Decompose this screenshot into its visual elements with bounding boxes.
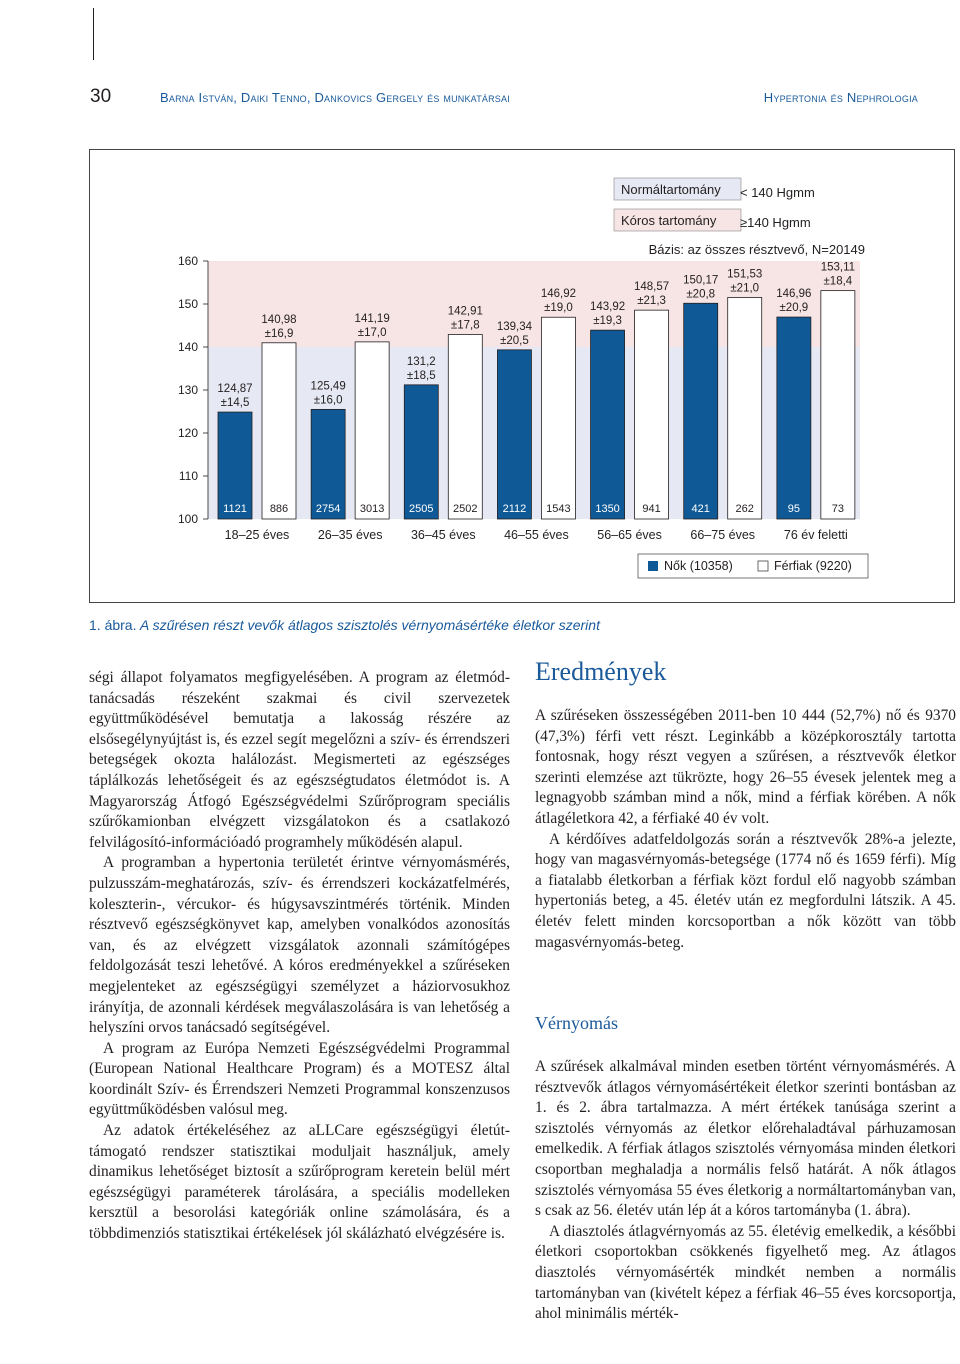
y-tick-label: 120: [177, 426, 198, 440]
sd-men-label: ±21,0: [730, 282, 760, 295]
sd-women-label: ±18,5: [406, 369, 436, 382]
x-category-label: 76 év feletti: [783, 528, 848, 542]
bp-heading: Vérnyomás: [535, 1013, 618, 1033]
bar-women: [591, 330, 625, 519]
value-women-label: 143,92: [589, 301, 626, 314]
y-tick-label: 130: [177, 383, 198, 397]
value-men-label: 153,11: [820, 261, 856, 274]
sd-men-label: ±17,0: [357, 326, 387, 339]
count-women-label: 1350: [595, 503, 620, 515]
sd-men-label: ±16,9: [264, 327, 294, 340]
paragraph: A program az Európa Nemzeti Egészségvédelmi Programmal (European National Healthcare Program) és a MOTESZ által koordinált Szív- és Érrendszeri Nemzeti Programmal konszenzusos együttműködésben valósul meg.: [89, 1039, 510, 1119]
figure-caption: [89, 617, 600, 633]
legend-women-label: Nők (10358): [664, 559, 733, 573]
count-men-label: 262: [735, 503, 754, 515]
page-header: [90, 86, 918, 112]
sd-women-label: ±16,0: [313, 394, 343, 407]
paragraph: A szűrések alkalmával minden esetben történt vérnyomásmérés. A résztvevők átlagos vérnyomásértékeit életkor szerinti bontásban az 1. és 2. ábra tartalmazza. A mért értékek tanúsága szerint a szisztolés vérnyomás az életkor előrehaladtával párhuzamosan emelkedik. A férfiak átlagos szisztolés vérnyomása minden életkori csoportban meghaladja a normális felső határát. A nők átlagos szisztolés vérnyomása 55 éves életkorig a normáltartományban van, s csak az 56. életév után lép át a kóros tartományba (1. ábra).: [535, 1058, 956, 1220]
value-women-label: 139,34: [496, 320, 533, 333]
x-category-label: 18–25 éves: [224, 528, 290, 542]
left-column: [89, 668, 510, 1245]
legend-normal-value: < 140 Hgmm: [740, 185, 815, 200]
sd-women-label: ±20,9: [779, 302, 809, 315]
bar-men: [635, 310, 669, 519]
results-heading: Eredmények: [535, 657, 667, 686]
x-category-label: 26–35 éves: [317, 528, 383, 542]
bar-women: [497, 350, 531, 519]
running-authors: Barna István, Daiki Tenno, Dankovics Gergely és munkatársai: [160, 90, 510, 105]
sd-men-label: ±18,4: [823, 275, 853, 288]
y-tick-label: 160: [177, 254, 198, 268]
sd-women-label: ±20,8: [686, 288, 716, 301]
bar-men: [448, 334, 482, 519]
value-men-label: 146,92: [540, 288, 577, 301]
paragraph: Az adatok értékeléséhez az aLLCare egészségügyi életút-támogató rendszer statisztikai moduljait használjuk, amely dinamikus lehetőséget biztosít a szűrőprogram keretein belül mért egészségügyi paraméterek tárolására, a speciális modelleken kersztül a besorolási kategóriák online számolására, és a többdimenziós statisztikai értékelések jól skálázható elvégzésére is.: [89, 1122, 510, 1243]
figure-caption-label: 1. ábra.: [89, 617, 137, 633]
margin-rule: [93, 8, 94, 60]
y-tick-label: 100: [177, 512, 198, 526]
legend-women-swatch: [648, 561, 658, 571]
normal-range-band: [208, 347, 860, 519]
figure-caption-text: A szűrésen részt vevők átlagos szisztolés vérnyomásértéke életkor szerint: [139, 617, 600, 633]
y-tick-label: 150: [177, 297, 198, 311]
count-women-label: 2505: [409, 503, 434, 515]
legend-abnormal-label: Kóros tartomány: [621, 213, 717, 228]
value-men-label: 151,53: [727, 268, 763, 281]
figure-1: [89, 149, 955, 603]
count-women-label: 2754: [315, 503, 341, 515]
bar-women: [684, 303, 718, 519]
paragraph: A diasztolés átlagvérnyomás az 55. életévig emelkedik, a későbbi életkori csoportokban csökkenés figyelhető meg. Az átlagos diasztolés vérnyomásérték mindkét nemben a normális tartományban van (kivételt képez a férfiak 46–55 éves korcsoportja, ahol minimális mérték-: [535, 1222, 956, 1323]
count-women-label: 421: [691, 503, 710, 515]
x-category-label: 36–45 éves: [410, 528, 476, 542]
y-tick-label: 140: [177, 340, 198, 354]
sd-men-label: ±21,3: [637, 295, 666, 308]
count-men-label: 886: [269, 503, 289, 515]
count-men-label: 2502: [453, 503, 478, 515]
sd-men-label: ±19,0: [544, 302, 573, 315]
paragraph: A kérdőíves adatfeldolgozás során a résztvevők 28%-a jelezte, hogy van magasvérnyomás-betegsége (1774 nő és 1659 férfi). Míg a fiatalabb életkorban a férfiak közt fordul elő nagyobb számban hypertoniás beteg, a 45. életév után ez megfordulni látszik. A 45. életév felett minden korcsoportban a nők között van több magasvérnyomás-beteg.: [535, 830, 956, 951]
legend-abnormal-value: ≥140 Hgmm: [740, 215, 811, 230]
paragraph: ségi állapot folyamatos megfigyelésében. A program az életmód-tanácsadás részeként szakmai és civil szervezetek együttműködésével bemutatja a lakosság részére az elsősegélynyújtást is, és ezzel segít megelőzni a szív- és érrendszeri betegségek okozta halálozást. Megismerteti az egészséges táplálkozás lehetőségeit és az egészségtudatos életmódot is. A Magyarország Átfogó Egészségvédelmi Szűrőprogram speciális szűrőkamionban elvégzett vizsgálatokon és a csatlakozó felvilágosító-információadó programhely működésén alapul.: [89, 669, 510, 851]
sd-women-label: ±20,5: [500, 334, 529, 347]
sd-men-label: ±17,8: [450, 319, 480, 332]
bp-column: [535, 1057, 956, 1325]
right-column: [535, 706, 956, 953]
value-men-label: 142,91: [447, 305, 483, 318]
paragraph: A szűréseken összességében 2011-ben 10 444 (52,7%) nő és 9370 (47,3%) férfi vett részt. Leginkább a középkorosztály tartotta fontosnak, hogy részt vegyen a szűrésen, a résztvevők életkor szerinti elemzése azt tükrözte, hogy 26–55 évesek jelentek meg a legnagyobb számban mind a nők, mind a férfiak körében. A nők átlagéletkora 42, a férfiaké 40 év volt.: [535, 707, 956, 827]
paragraph: A programban a hypertonia területét érintve vérnyomásmérés, pulzusszám-meghatározás, szív- és érrendszeri kockázatfelmérés, koleszterin-, vércukor- és húgysavszintmérés történik. Minden résztvevő egészségkönyvet kap, amelyben vonalkódos azonosítás van, és az elvégzett vizsgálatok azonnali számítógépes feldolgozását teszi lehetővé. A kóros eredményekkel a szűréseken megjelenteket az egészségügyi személyzet a háziorvosukhoz irányítja, de azonnali kérdések megválaszolására is van lehetőség a helyszíni orvos tanácsadó segítségével.: [89, 854, 510, 1037]
count-women-label: 2112: [502, 503, 527, 515]
value-men-label: 148,57: [633, 281, 670, 294]
legend-normal-label: Normáltartomány: [621, 182, 721, 197]
count-men-label: 73: [831, 503, 844, 515]
x-category-label: 46–55 éves: [504, 528, 569, 542]
sd-women-label: ±14,5: [220, 397, 250, 410]
legend-men-swatch: [758, 561, 768, 571]
count-women-label: 1121: [223, 503, 247, 515]
bar-men: [728, 297, 762, 519]
value-women-label: 146,96: [776, 288, 812, 301]
chart-basis: Bázis: az összes résztvevő, N=20149: [648, 242, 865, 257]
page-number: 30: [90, 86, 112, 107]
value-men-label: 140,98: [261, 313, 297, 326]
sd-women-label: ±19,3: [593, 315, 622, 328]
legend-men-label: Férfiak (9220): [774, 559, 852, 573]
bp-chart: [90, 150, 954, 602]
value-women-label: 150,17: [683, 274, 719, 287]
bar-women: [404, 385, 438, 519]
count-women-label: 95: [787, 503, 800, 515]
value-men-label: 141,19: [354, 312, 390, 325]
bar-men: [541, 317, 575, 519]
value-women-label: 125,49: [310, 380, 346, 393]
bar-men: [821, 291, 855, 519]
count-men-label: 941: [642, 503, 661, 515]
value-women-label: 124,87: [217, 383, 253, 396]
running-section: Hypertonia és Nephrologia: [763, 90, 918, 105]
value-women-label: 131,2: [406, 355, 436, 368]
count-men-label: 1543: [546, 503, 571, 515]
bar-men: [262, 343, 296, 519]
x-category-label: 56–65 éves: [597, 528, 662, 542]
x-category-label: 66–75 éves: [690, 528, 756, 542]
count-men-label: 3013: [359, 503, 385, 515]
bar-men: [355, 342, 389, 519]
y-tick-label: 110: [178, 469, 198, 483]
bar-women: [777, 317, 811, 519]
